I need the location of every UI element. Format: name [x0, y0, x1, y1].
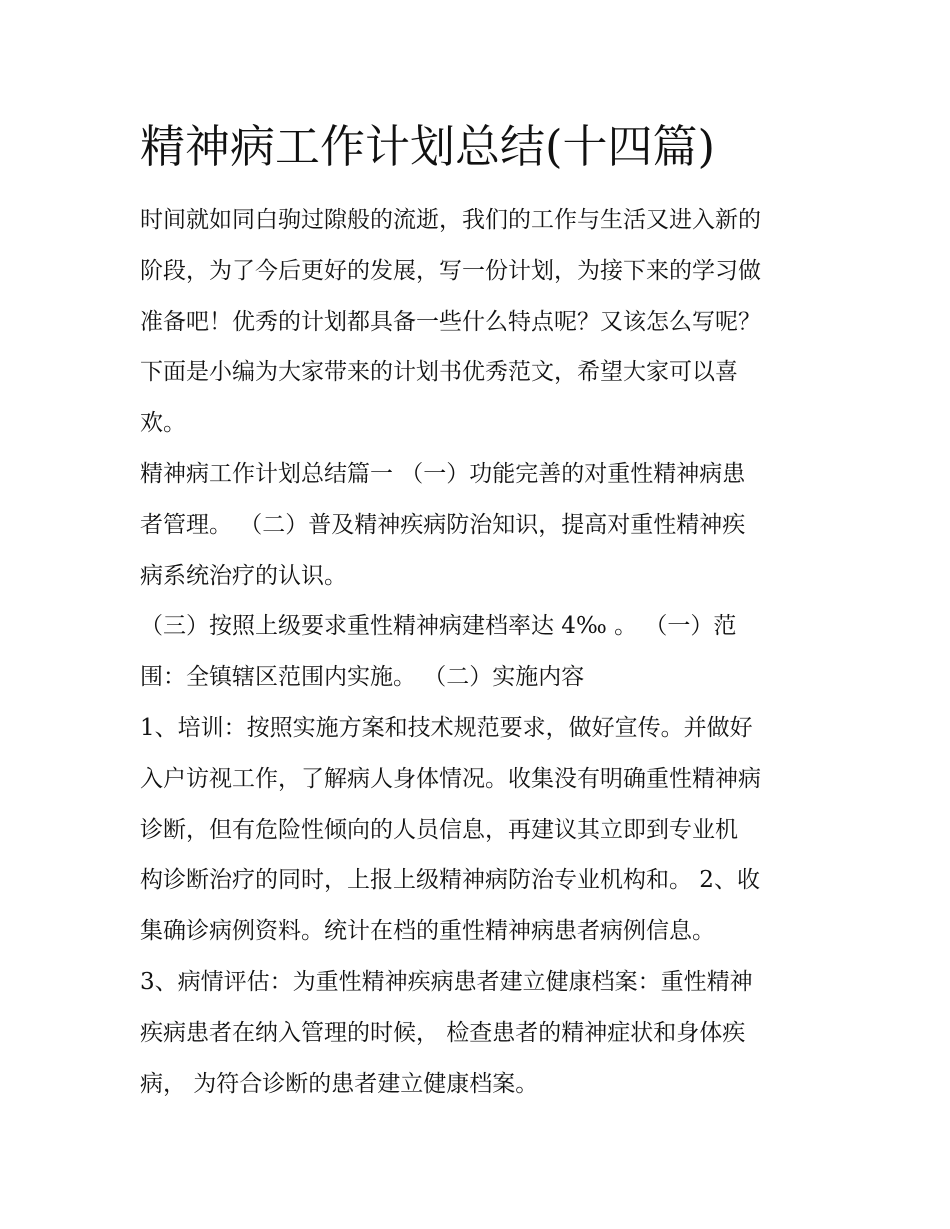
- text-line: 时间就如同白驹过隙般的流逝，我们的工作与生活又进入新的: [140, 207, 761, 233]
- text-line: 者管理。 （二）普及精神疾病防治知识，提高对重性精神疾: [140, 511, 746, 538]
- text-line: 围：全镇辖区范围内实施。 （二）实施内容: [140, 664, 585, 691]
- text-line: 集确诊病例资料。统计在档的重性精神病患者病例信息。: [140, 918, 715, 945]
- text-line: 疾病患者在纳入管理的时候， 检查患者的精神症状和身体疾: [140, 1019, 746, 1046]
- document-title: 精神病工作计划总结(十四篇): [140, 120, 716, 173]
- text-line: 构诊断治疗的同时，上报上级精神病防治专业机构和。 2、收: [140, 867, 760, 894]
- text-line: 3、病情评估：为重性精神疾病患者建立健康档案：重性精神: [140, 968, 753, 995]
- text-line: 病， 为符合诊断的患者建立健康档案。: [140, 1070, 539, 1097]
- text-line: 病系统治疗的认识。: [140, 562, 347, 589]
- text-line: 诊断，但有危险性倾向的人员信息，再建议其立即到专业机: [140, 816, 738, 843]
- text-line: 阶段，为了今后更好的发展，写一份计划，为接下来的学习做: [140, 257, 761, 284]
- text-line: 1、培训：按照实施方案和技术规范要求，做好宣传。并做好: [140, 714, 753, 741]
- text-line: 下面是小编为大家带来的计划书优秀范文，希望大家可以喜: [140, 359, 738, 386]
- document-body: [140, 195, 820, 1109]
- text-line: （三）按照上级要求重性精神病建档率达 4‰ 。 （一）范: [140, 613, 737, 640]
- text-line: 精神病工作计划总结篇一 （一）功能完善的对重性精神病患: [140, 460, 746, 487]
- text-line: 欢。: [140, 410, 186, 437]
- text-line: 入户访视工作，了解病人身体情况。收集没有明确重性精神病: [140, 765, 761, 792]
- text-line: 准备吧！优秀的计划都具备一些什么特点呢？又该怎么写呢？: [140, 308, 761, 335]
